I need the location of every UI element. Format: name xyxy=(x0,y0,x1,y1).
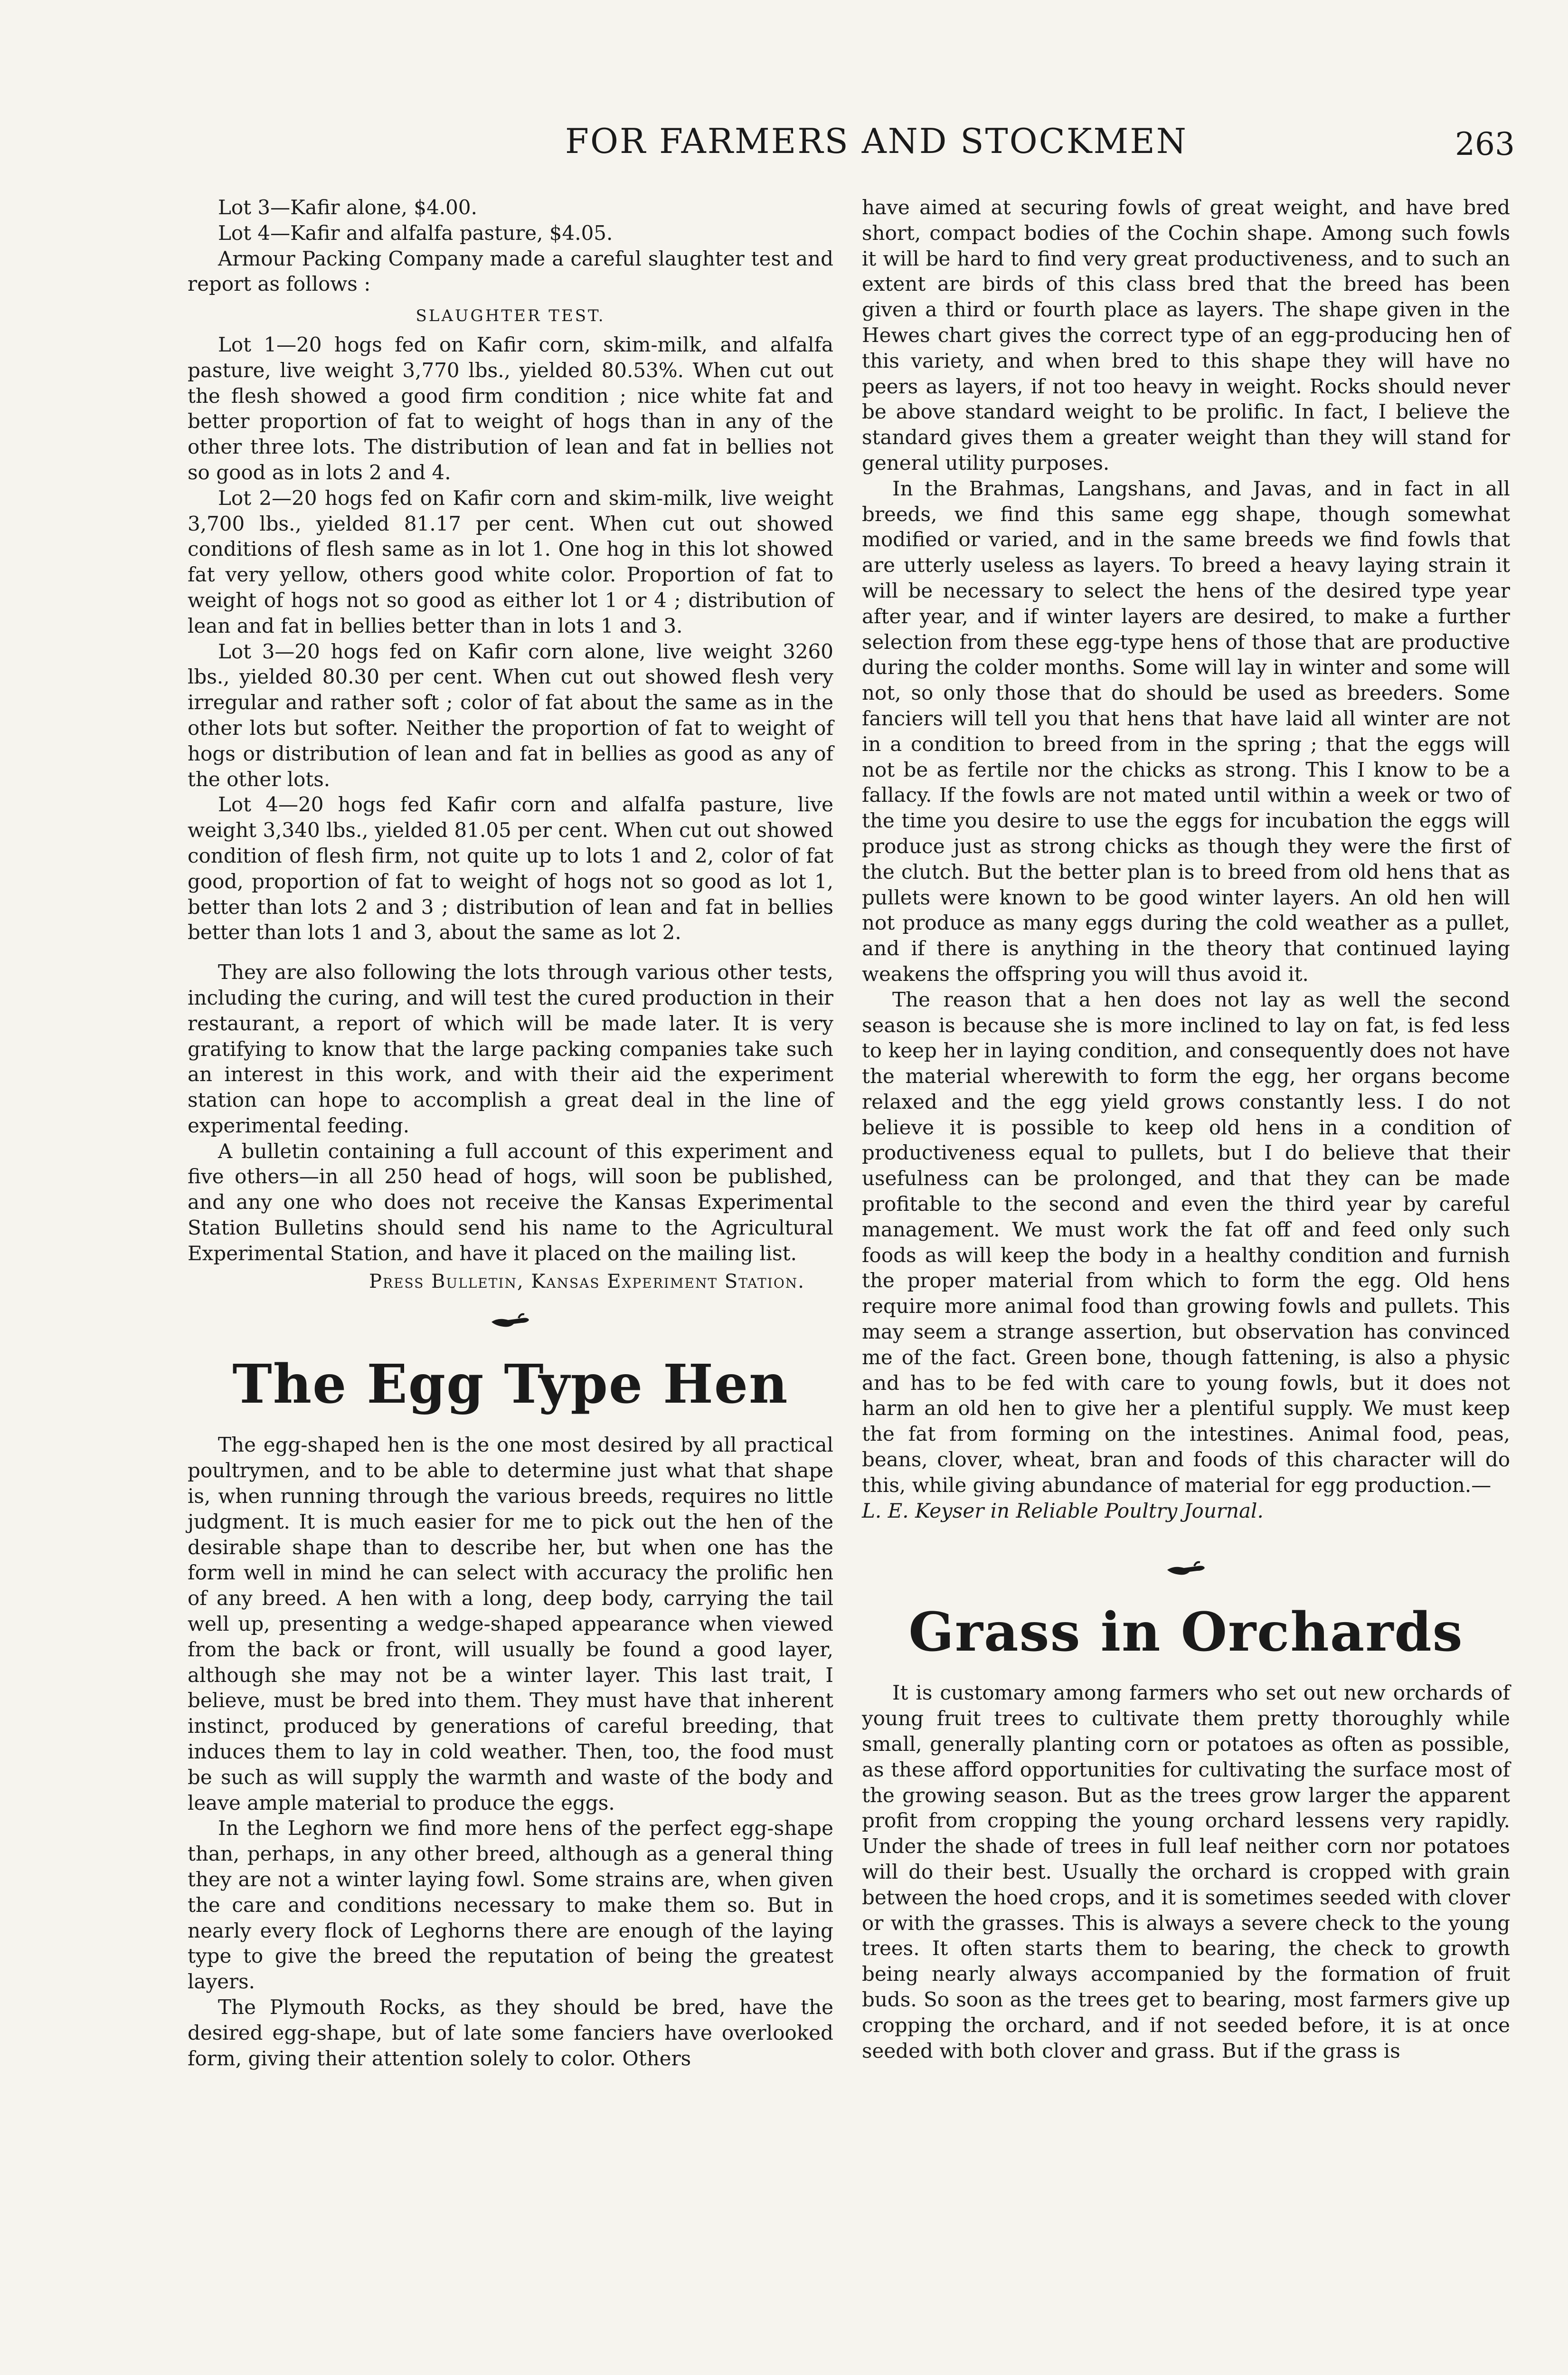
section-subheading: SLAUGHTER TEST. xyxy=(416,306,605,326)
paragraph: The Plymouth Rocks, as they should be bred, have the desired egg-shape, but of late some fanciers have overlooked form, giving their attention solely to color. Others xyxy=(188,1995,833,2070)
paragraph: In the Brahmas, Langshans, and Javas, and in fact in all breeds, we find this same egg shape, though somewhat modified or varied, and in the same breeds we find fowls that are utterly useless as layers. To breed a heavy laying strain it will be necessary to select the hens of the desired type year after year, and if winter layers are desired, to make a further selection from these egg-type hens of those that are productive during the colder months. Some will lay in winter and some will not, so only those that do should be used as breeders. Some fanciers will tell you that hens that have laid all winter are not in a condition to breed from in the spring ; that the eggs will not be as fertile nor the chicks as strong. This I know to be a fallacy. If the fowls are not mated until within a week or two of the time you desire to use the eggs for incubation the eggs will produce just as strong chicks as though they were the first of the clutch. But the better plan is to breed from old hens that as pullets were known to be good winter layers. An old hen will not produce as many eggs during the cold weather as a pullet, and if there is anything in the theory that continued laying weakens the offspring you will thus avoid it. xyxy=(862,476,1510,986)
article-byline: Press Bulletin, Kansas Experiment Station. xyxy=(369,1270,805,1292)
running-title: FOR FARMERS AND STOCKMEN xyxy=(565,121,1188,161)
paragraph: Lot 2—20 hogs fed on Kafir corn and skim-milk, live weight 3,700 lbs., yielded 81.17 per cent. When cut out showed conditions of flesh same as in lot 1. One hog in this lot showed fat very yellow, others good white color. Proportion of fat to weight of hogs not so good as either lot 1 or 4 ; distribution of lean and fat in bellies better than in lots 1 and 3. xyxy=(188,486,833,637)
paragraph: have aimed at securing fowls of great weight, and have bred short, compact bodies of the Cochin shape. Among such fowls it will be hard to find very great productiveness, and to such an extent are birds of this class bred that the breed has been given a third or fourth place as layers. The shape given in the Hewes chart gives the correct type of an egg-producing hen of this variety, and when bred to this shape they will have no peers as layers, if not too heavy in weight. Rocks should never be above standard weight to be prolific. In fact, I believe the standard gives them a greater weight than they will stand for general utility purposes. xyxy=(862,196,1510,475)
right-column xyxy=(862,195,1510,2063)
article-title-grass-in-orchards: Grass in Orchards xyxy=(908,1601,1464,1664)
article-title-egg-type-hen: The Egg Type Hen xyxy=(232,1353,789,1416)
paragraph: Lot 4—Kafir and alfalfa pasture, $4.05. xyxy=(218,221,613,245)
paragraph: Lot 1—20 hogs fed on Kafir corn, skim-milk, and alfalfa pasture, live weight 3,770 lbs., yielded 80.53%. When cut out the flesh showed a good firm condition ; nice white fat and better proportion of fat to weight of hogs than in any of the other three lots. The distribution of lean and fat in bellies not so good as in lots 2 and 4. xyxy=(188,332,833,484)
page-number: 263 xyxy=(1455,126,1515,162)
spacer xyxy=(188,945,833,960)
page-header xyxy=(546,121,1515,169)
paragraph: In the Leghorn we find more hens of the perfect egg-shape than, perhaps, in any other breed, although as a general thing they are not a winter laying fowl. Some strains are, when given the care and conditions necessary to make them so. But in nearly every flock of Leghorns there are enough of the laying type to give the breed the reputation of being the greatest layers. xyxy=(188,1816,833,1994)
paragraph: They are also following the lots through various other tests, including the curing, and will test the cured production in their restaurant, a report of which will be made later. It is very gratifying to know that the large packing companies take such an interest in this work, and with their aid the experiment station can hope to accomplish a great deal in the line of experimental feeding. xyxy=(188,960,833,1137)
hand-ornament-icon xyxy=(188,1304,833,1351)
paragraph: Armour Packing Company made a careful slaughter test and report as follows : xyxy=(188,247,833,296)
paragraph: The reason that a hen does not lay as well the second season is because she is more inclined to lay on fat, is fed less to keep her in laying condition, and consequently does not have the material wherewith to form the egg, her organs become relaxed and the egg yield grows constantly less. I do not believe it is possible to keep old hens in a condition of productiveness equal to pullets, but I do believe that their usefulness can be prolonged, and that they can be made profitable to the second and even the third year by careful management. We must work the fat off and feed only such foods as will keep the body in a healthy condition and furnish the proper material from which to form the egg. Old hens require more animal food than growing fowls and pullets. This may seem a strange assertion, but observation has convinced me of the fact. Green bone, though fattening, is also a physic and has to be fed with care to young fowls, but it does not harm an old hen to give her a plentiful supply. We must keep the fat from forming on the intestines. Animal food, peas, beans, clover, wheat, bran and foods of this character will do this, while giving abundance of material for egg production.— xyxy=(862,988,1510,1497)
hand-ornament-icon xyxy=(862,1552,1510,1599)
paragraph: A bulletin containing a full account of this experiment and five others—in all 250 head of hogs, will soon be published, and any one who does not receive the Kansas Experimental Station Bulletins should send his name to the Agricultural Experimental Station, and have it placed on the mailing list. xyxy=(188,1139,833,1265)
paragraph: It is customary among farmers who set out new orchards of young fruit trees to cultivate them pretty thoroughly while small, generally planting corn or potatoes as often as possible, as these afford opportunities for cultivating the surface most of the growing season. But as the trees grow larger the apparent profit from cropping the young orchard lessens very rapidly. Under the shade of trees in full leaf neither corn nor potatoes will do their best. Usually the orchard is cropped with grain between the hoed crops, and it is sometimes seeded with clover or with the grasses. This is always a severe check to the young trees. It often starts them to bearing, the check to growth being nearly always accompanied by the formation of fruit buds. So soon as the trees get to bearing, most farmers give up cropping the orchard, and if not seeded before, it is at once seeded with both clover and grass. But if the grass is xyxy=(862,1681,1510,2062)
paragraph: Lot 3—20 hogs fed on Kafir corn alone, live weight 3260 lbs., yielded 80.30 per cent. When cut out showed flesh very irregular and rather soft ; color of fat about the same as in the other lots but softer. Neither the proportion of fat to weight of hogs or distribution of lean and fat in bellies as good as any of the other lots. xyxy=(188,639,833,791)
paragraph: The egg-shaped hen is the one most desired by all practical poultrymen, and to be able to determine just what that shape is, when running through the various breeds, requires no little judgment. It is much easier for me to pick out the hen of the desirable shape than to describe her, but when one has the form well in mind he can select with accuracy the prolific hen of any breed. A hen with a long, deep body, carrying the tail well up, presenting a wedge-shaped appearance when viewed from the back or front, will usually be found a good layer, although she may not be a winter layer. This last trait, I believe, must be bred into them. They must have that inherent instinct, produced by generations of careful breeding, that induces them to lay in cold weather. Then, too, the food must be such as will supply the warmth and waste of the body and leave ample material to produce the eggs. xyxy=(188,1433,833,1814)
paragraph: Lot 3—Kafir alone, $4.00. xyxy=(218,196,477,219)
left-column xyxy=(188,195,833,2071)
paragraph: Lot 4—20 hogs fed Kafir corn and alfalfa pasture, live weight 3,340 lbs., yielded 81.05 per cent. When cut out showed condition of flesh firm, not quite up to lots 1 and 2, color of fat good, proportion of fat to weight of hogs not so good as lot 1, better than lots 2 and 3 ; distribution of lean and fat in bellies better than lots 1 and 3, about the same as lot 2. xyxy=(188,793,833,944)
article-attribution: L. E. Keyser in Reliable Poultry Journal. xyxy=(862,1499,1264,1522)
